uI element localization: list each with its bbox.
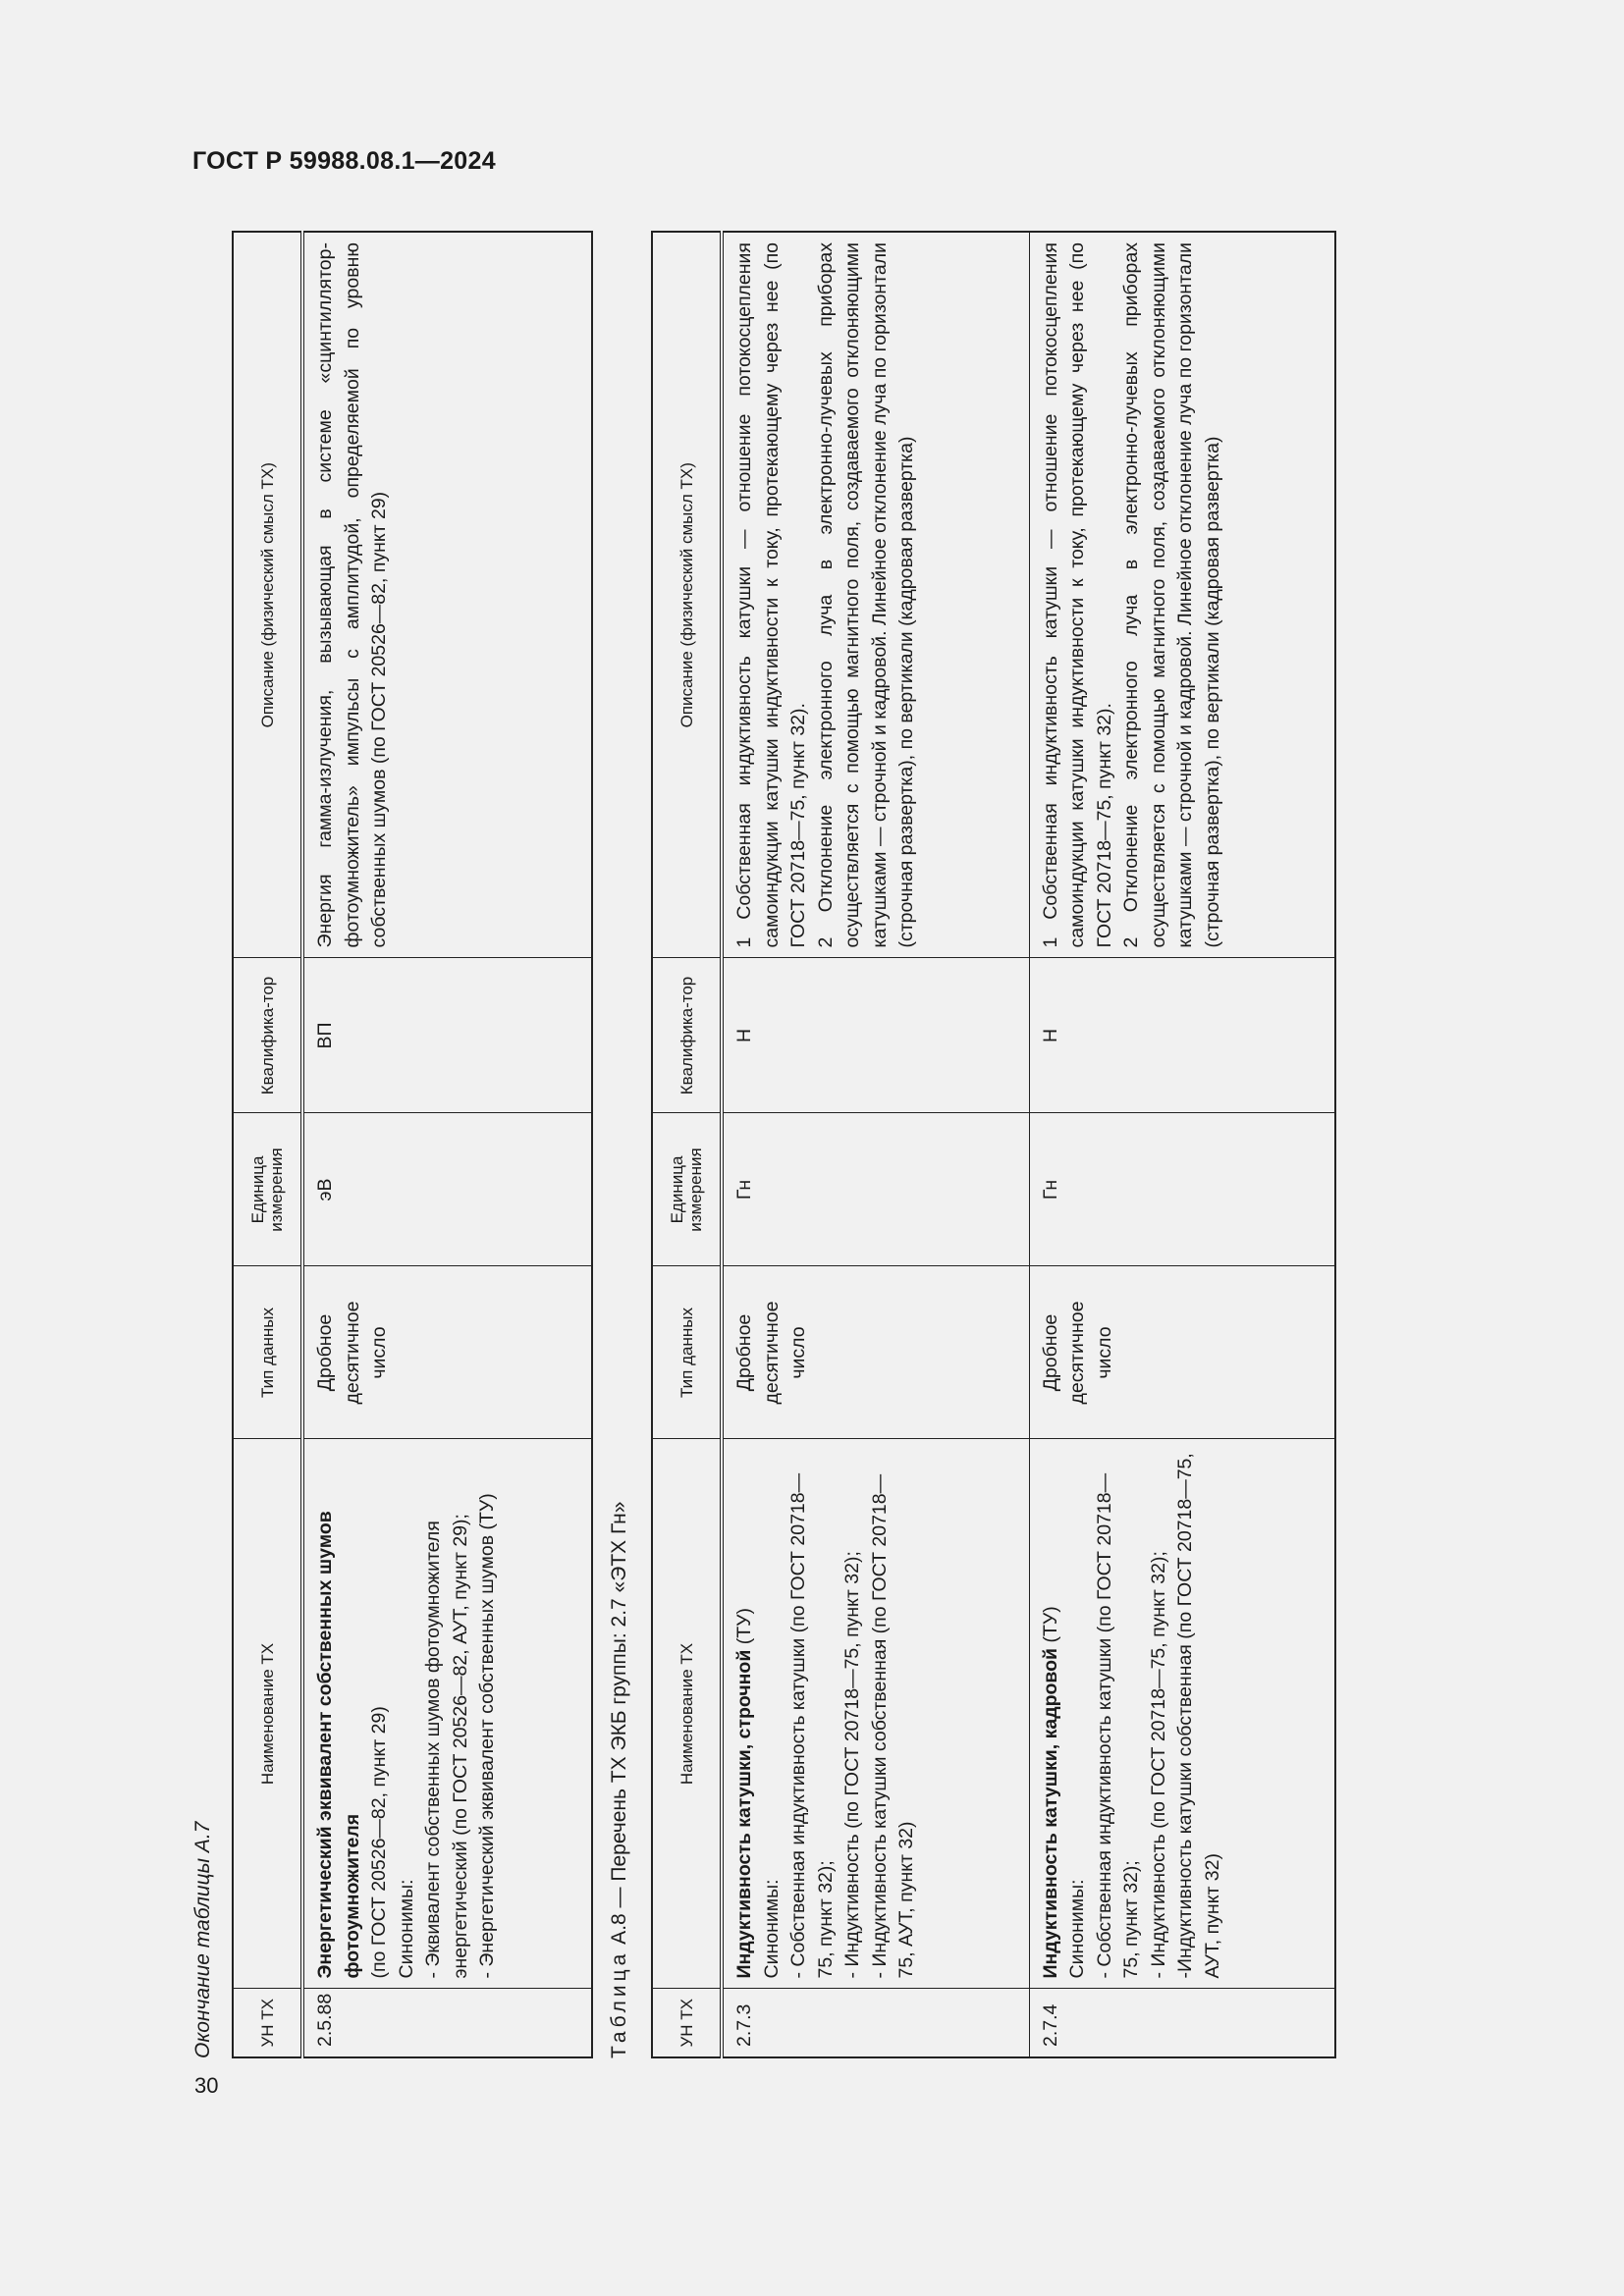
row-name-bold: Индуктивность катушки, кадровой [1039, 1647, 1061, 1979]
table-row [302, 232, 592, 2057]
row-qualifier: Н [722, 958, 1029, 1113]
row-description [1029, 232, 1335, 958]
table-a8-caption-prefix: Таблица [608, 1949, 630, 2058]
column-header: Квалифика-тор [652, 958, 722, 1113]
column-header: УН ТХ [233, 1989, 302, 2057]
column-header: УН ТХ [652, 1989, 722, 2057]
document-title: ГОСТ Р 59988.08.1—2024 [192, 147, 496, 175]
table-a8 [651, 231, 1336, 2058]
page-number: 30 [194, 2073, 219, 2098]
column-header: Квалифика-тор [233, 958, 302, 1113]
table-row [722, 232, 1029, 2057]
row-unit: Гн [1029, 1113, 1335, 1266]
row-description-part: 1 Собственная индуктивность катушки — отношение потокосцепления самоиндукции катушки индуктивности к току, протекающему через нее (по ГОСТ 20718—75, пункт 32). [733, 242, 809, 948]
row-name-line: (по ГОСТ 20526—82, пункт 29) [368, 1706, 390, 1979]
column-header: Единица измерения [233, 1113, 302, 1266]
row-description [722, 232, 1029, 958]
row-description-part: 1 Собственная индуктивность катушки — отношение потокосцепления самоиндукции катушки индуктивности к току, протекающему через нее (по ГОСТ 20718—75, пункт 32). [1039, 242, 1115, 948]
column-header: Единица измерения [652, 1113, 722, 1266]
row-name-line: -Индуктивность катушки собственная (по ГОСТ 20718—75, АУТ, пункт 32) [1174, 1453, 1223, 1979]
row-name-line: - Собственная индуктивность катушки (по ГОСТ 20718—75, пункт 32); [1093, 1472, 1143, 1979]
row-id: 2.7.4 [1029, 1989, 1335, 2057]
column-header: Описание (физический смысл ТХ) [233, 232, 302, 958]
row-id: 2.5.88 [302, 1989, 592, 2057]
row-description: Энергия гамма-излучения, вызывающая в системе «сцинтиллятор-фотоумножитель» импульсы с амплитудой, определяемой по уровню собственных шумов (по ГОСТ 20526—82, пункт 29) [302, 232, 592, 958]
row-description-part: 2 Отклонение электронного луча в электронно-лучевых приборах осуществляется с помощью магнитного поля, создаваемого отклоняющими катушками — строчной и кадровой. Линейное отклонение луча по горизонтали (строчная развертка), по вертикали (кадровая развертка) [1120, 242, 1223, 948]
column-header: Наименование ТХ [233, 1439, 302, 1989]
row-name-line: - Индуктивность (по ГОСТ 20718—75, пункт 32); [1147, 1551, 1169, 1979]
column-header: Тип данных [233, 1266, 302, 1439]
column-header: Наименование ТХ [652, 1439, 722, 1989]
row-description-part: 2 Отклонение электронного луча в электронно-лучевых приборах осуществляется с помощью магнитного поля, создаваемого отклоняющими катушками — строчной и кадровой. Линейное отклонение луча по горизонтали (строчная развертка), по вертикали (кадровая развертка) [814, 242, 917, 948]
row-name-line: - Эквивалент собственных шумов фотоумножителя энергетический (по ГОСТ 20526—82, АУТ, пункт 29); [422, 1514, 471, 1979]
row-name-suffix: (ТУ) [733, 1607, 755, 1650]
row-name [302, 1439, 592, 1989]
row-type: Дробное десятичное число [1029, 1266, 1335, 1439]
column-header: Тип данных [652, 1266, 722, 1439]
row-type: Дробное десятичное число [722, 1266, 1029, 1439]
row-qualifier: ВП [302, 958, 592, 1113]
row-name [722, 1439, 1029, 1989]
row-name-suffix: (ТУ) [1039, 1606, 1061, 1648]
row-name-bold: Энергетический эквивалент собственных шумов фотоумножителя [314, 1511, 363, 1979]
row-name-bold: Индуктивность катушки, строчной [733, 1649, 755, 1979]
column-header: Описание (физический смысл ТХ) [652, 232, 722, 958]
row-unit: Гн [722, 1113, 1029, 1266]
row-name-line: Синонимы: [760, 1879, 783, 1979]
row-type: Дробное десятичное число [302, 1266, 592, 1439]
table-a7-caption: Окончание таблицы А.7 [191, 1821, 214, 2058]
row-name-line: - Собственная индуктивность катушки (по ГОСТ 20718—75, пункт 32); [787, 1472, 837, 1979]
table-row [1029, 232, 1335, 2057]
row-id: 2.7.3 [722, 1989, 1029, 2057]
row-name [1029, 1439, 1335, 1989]
table-a8-caption [609, 1502, 630, 2058]
row-name-line: - Индуктивность катушки собственная (по ГОСТ 20718—75, АУТ, пункт 32) [868, 1473, 917, 1979]
row-name-line: Синонимы: [1066, 1879, 1089, 1979]
table-a8-caption-text: А.8 — Перечень ТХ ЭКБ группы: 2.7 «ЭТХ Гн» [608, 1501, 630, 1945]
row-name-line: - Индуктивность (по ГОСТ 20718—75, пункт 32); [841, 1551, 863, 1979]
row-qualifier: Н [1029, 958, 1335, 1113]
table-header-row [233, 232, 302, 2057]
row-name-line: - Энергетический эквивалент собственных шумов (ТУ) [476, 1493, 498, 1979]
table-header-row [652, 232, 722, 2057]
table-a7 [232, 231, 593, 2058]
row-unit: эВ [302, 1113, 592, 1266]
rotated-content [187, 193, 1355, 2058]
row-name-line: Синонимы: [395, 1879, 417, 1979]
